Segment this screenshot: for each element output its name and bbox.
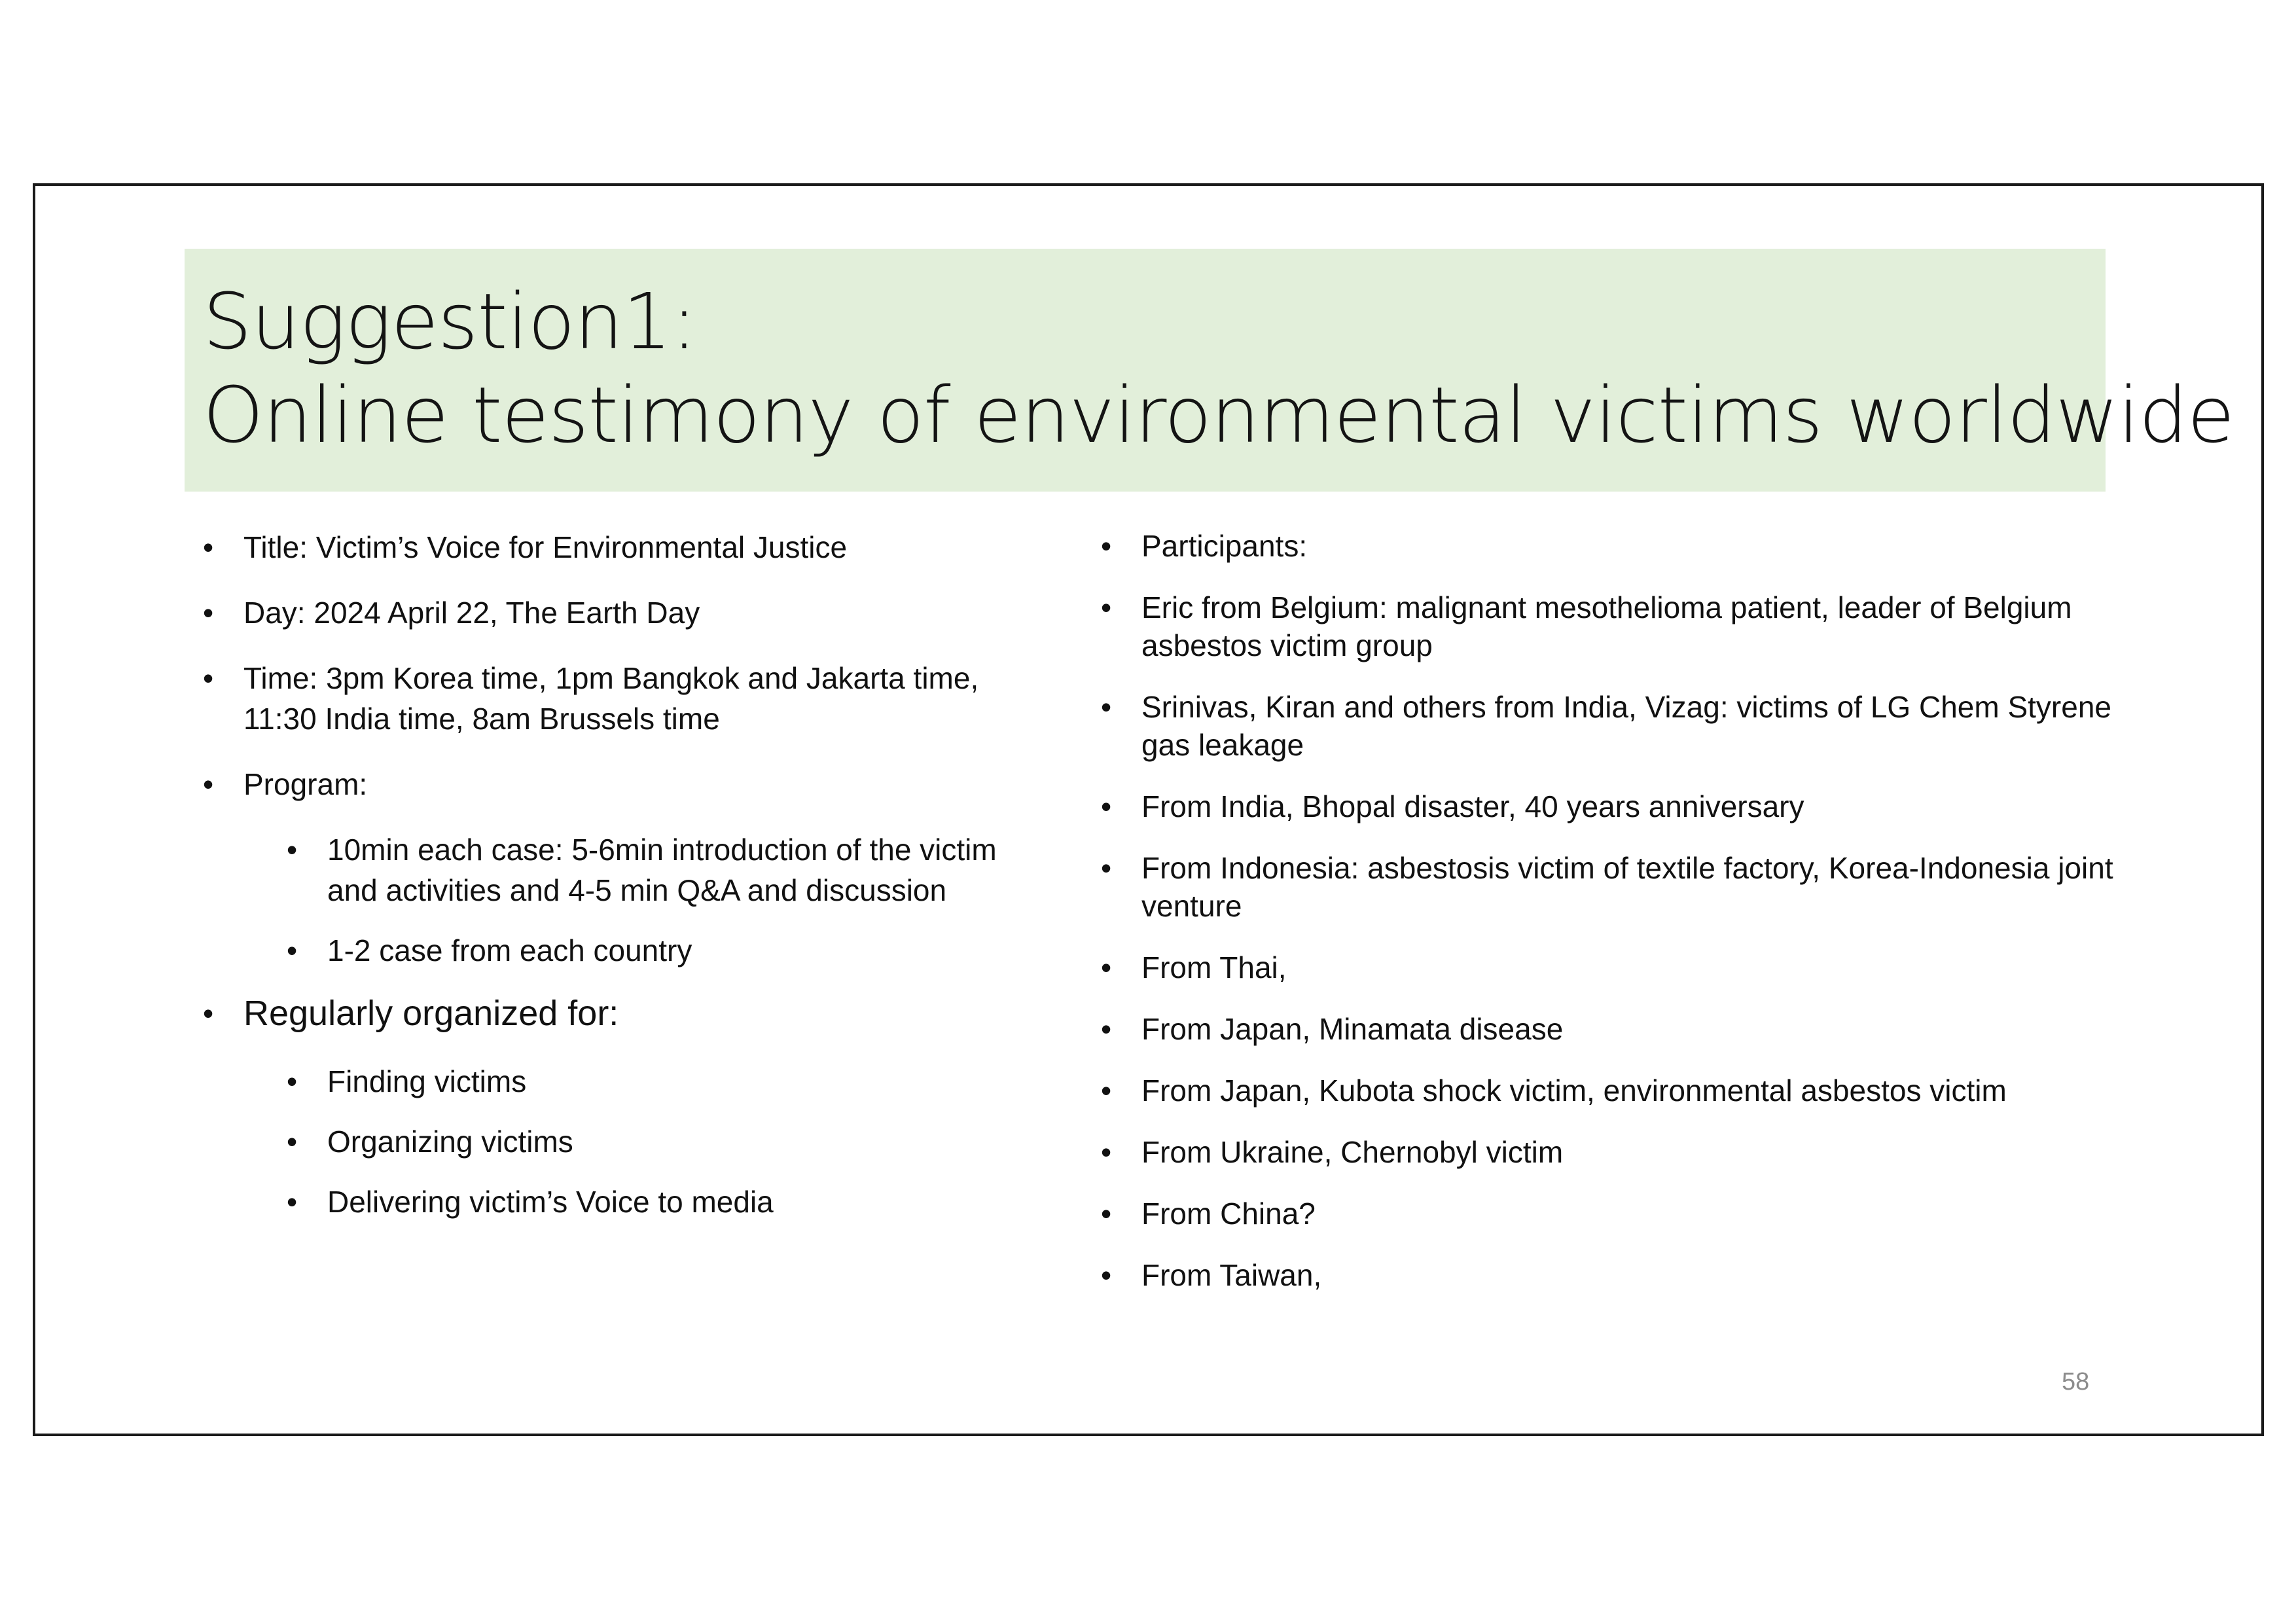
list-item (1094, 787, 2155, 825)
item-text: 1-2 case from each country (327, 933, 692, 967)
list-item (1094, 849, 2155, 925)
left-bullet-list (196, 527, 1047, 1242)
item-text: Eric from Belgium: malignant mesothelioma patient, leader of Belgium asbestos victim group (1141, 590, 2072, 662)
item-text: From Japan, Minamata disease (1141, 1012, 1564, 1046)
item-text: Regularly organized for: (243, 994, 619, 1033)
item-text: 10min each case: 5-6min introduction of the victim and activities and 4-5 min Q&A and discussion (327, 833, 997, 907)
list-item-time (196, 658, 1047, 739)
bullet-icon: • (1101, 690, 1112, 724)
bullet-icon: • (1101, 1258, 1112, 1292)
item-text: Program: (243, 767, 368, 801)
list-item (1094, 588, 2155, 664)
bullet-icon: • (203, 996, 214, 1030)
bullet-icon: • (1101, 1135, 1112, 1169)
list-subitem (280, 1182, 1047, 1222)
list-subitem (280, 1121, 1047, 1162)
item-text: Finding victims (327, 1064, 527, 1098)
list-subitem (280, 1061, 1047, 1102)
bullet-icon: • (287, 833, 298, 867)
bullet-icon: • (1101, 950, 1112, 984)
list-item (1094, 1133, 2155, 1171)
bullet-icon: • (203, 530, 214, 564)
bullet-icon: • (287, 1185, 298, 1219)
bullet-icon: • (287, 933, 298, 967)
item-text: Srinivas, Kiran and others from India, Vizag: victims of LG Chem Styrene gas leakage (1141, 690, 2111, 762)
item-text: Day: 2024 April 22, The Earth Day (243, 596, 700, 630)
bullet-icon: • (1101, 529, 1112, 563)
list-item-regular (196, 990, 1047, 1036)
bullet-icon: • (1101, 851, 1112, 885)
bullet-icon: • (287, 1125, 298, 1159)
item-text: From Indonesia: asbestosis victim of textile factory, Korea-Indonesia joint venture (1141, 851, 2113, 923)
item-text: Participants: (1141, 529, 1308, 563)
bullet-icon: • (1101, 789, 1112, 823)
list-item-program (196, 764, 1047, 804)
item-text: Title: Victim’s Voice for Environmental Justice (243, 530, 848, 564)
item-text: From Japan, Kubota shock victim, environmental asbestos victim (1141, 1074, 2007, 1108)
list-item (1094, 527, 2155, 565)
item-text: From Taiwan, (1141, 1258, 1322, 1292)
bullet-icon: • (1101, 1012, 1112, 1046)
item-text: From China? (1141, 1197, 1316, 1231)
bullet-icon: • (1101, 1197, 1112, 1231)
bullet-icon: • (203, 767, 214, 801)
page-number: 58 (2062, 1368, 2090, 1396)
list-subitem (280, 930, 1047, 971)
list-item (1094, 688, 2155, 764)
slide-title: Suggestion1: (203, 276, 697, 367)
bullet-icon: • (203, 596, 214, 630)
item-text: Delivering victim’s Voice to media (327, 1185, 774, 1219)
item-text: From India, Bhopal disaster, 40 years anniversary (1141, 789, 1804, 823)
bullet-icon: • (1101, 1074, 1112, 1108)
list-item (1094, 1195, 2155, 1233)
item-text: From Thai, (1141, 950, 1287, 984)
bullet-icon: • (287, 1064, 298, 1098)
list-item (1094, 948, 2155, 986)
list-item (1094, 1256, 2155, 1294)
list-item (1094, 1010, 2155, 1048)
list-subitem (280, 829, 1047, 911)
item-text: Time: 3pm Korea time, 1pm Bangkok and Jakarta time, 11:30 India time, 8am Brussels time (243, 661, 979, 736)
list-item-title (196, 527, 1047, 568)
item-text: From Ukraine, Chernobyl victim (1141, 1135, 1564, 1169)
list-item-day (196, 592, 1047, 633)
bullet-icon: • (203, 661, 214, 695)
slide-subtitle: Online testimony of environmental victims worldwide (203, 370, 2234, 460)
participants-list (1094, 527, 2155, 1318)
item-text: Organizing victims (327, 1125, 573, 1159)
bullet-icon: • (1101, 590, 1112, 624)
list-item (1094, 1072, 2155, 1110)
